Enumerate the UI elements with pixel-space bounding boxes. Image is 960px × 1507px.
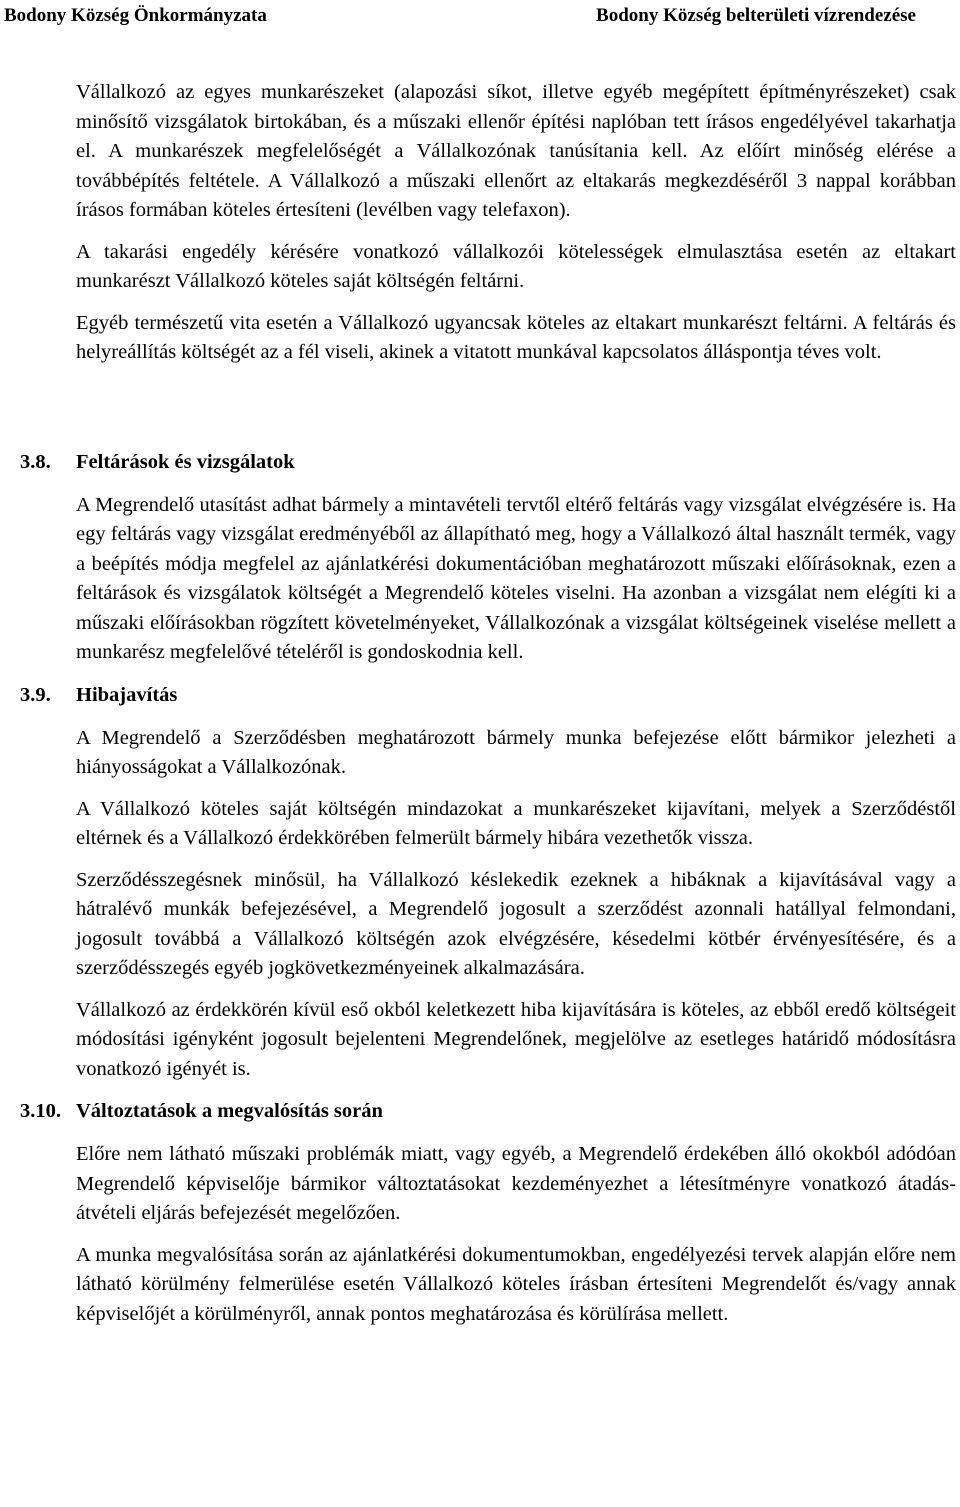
section-heading-3-8 [20,447,900,477]
header-project-title: Bodony Község belterületi vízrendezése [596,5,916,26]
section-title: Változtatások a megvalósítás során [76,1100,383,1122]
paragraph: Szerződésszegésnek minősül, ha Vállalkozó késlekedik ezeknek a hibáknak a kijavításával vagy a hátralévő munkák befejezésével, a Megrendelő jogosult a szerződést azonnali hatállyal felmondani, jogosult továbbá a Vállalkozó költségén azok elvégzésére, késedelmi kötbér érvényesítésére, és a szerződésszegés egyéb jogkövetkezményeinek alkalmazására. [76,868,956,979]
paragraph: A Megrendelő a Szerződésben meghatározott bármely munka befejezése előtt bármikor jelezheti a hiányosságokat a Vállalkozónak. [76,726,956,778]
section-number: 3.8. [20,450,51,473]
paragraph: A munka megvalósítása során az ajánlatkérési dokumentumokban, engedélyezési tervek alapján előre nem látható körülmény felmerülése esetén Vállalkozó köteles írásban értesíteni Megrendelőt és/vagy annak képviselőjét a körülményről, annak pontos meghatározása és körülírása mellett. [76,1243,956,1325]
paragraph: Előre nem látható műszaki problémák miatt, vagy egyéb, a Megrendelő érdekében álló okokból adódóan Megrendelő képviselője bármikor változtatásokat kezdeményezhet a létesítményre vonatkozó átadás-átvételi eljárás befejezését megelőzően. [76,1143,956,1224]
paragraph: A Megrendelő utasítást adhat bármely a mintavételi tervtől eltérő feltárás vagy vizsgálat elvégzésére is. Ha egy feltárás vagy vizsgálat eredményéből az állapítható meg, hogy a Vállalkozó által használt termék, vagy a beépítés módja megfelel az ajánlatkérési dokumentációban meghatározott műszaki előírásoknak, ezen a feltárások és vizsgálatok költségét a Megrendelő köteles viselni. Ha azonban a vizsgálat nem elégíti ki a műszaki előírásokban rögzített követelményeket, Vállalkozónak a vizsgálat költségeinek viselése mellett a munkarész megfelelővé tételéről is gondoskodnia kell. [76,493,956,663]
paragraph: Egyéb természetű vita esetén a Vállalkozó ugyancsak köteles az eltakart munkarészt feltárni. A feltárás és helyreállítás költségét az a fél viseli, akinek a vitatott munkával kapcsolatos álláspontja téves volt. [76,311,956,363]
section-number: 3.10. [20,1100,61,1122]
paragraph: A takarási engedély kérésére vonatkozó vállalkozói kötelességek elmulasztása esetén az eltakart munkarészt Vállalkozó köteles saját költségén feltárni. [76,240,956,292]
section-number: 3.9. [20,683,51,706]
section-title: Feltárások és vizsgálatok [76,450,295,473]
section-title: Hibajavítás [76,683,178,706]
document-body [20,78,956,1329]
header-organization: Bodony Község Önkormányzata [4,5,267,26]
section-heading-3-9 [20,680,900,710]
paragraph: A Vállalkozó köteles saját költségén mindazokat a munkarészeket kijavítani, melyek a Szerződéstől eltérnek és a Vállalkozó érdekkörében felmerült bármely hibára vezethetők vissza. [76,797,956,849]
paragraph: Vállalkozó az érdekkörén kívül eső okból keletkezett hiba kijavítására is köteles, az ebből eredő költségeit módosítási igényként jogosult bejelenteni Megrendelőnek, megjelölve az esetleges határidő módosításra vonatkozó igényét is. [76,998,956,1080]
page-header [0,0,960,36]
paragraph: Vállalkozó az egyes munkarészeket (alapozási síkot, illetve egyéb megépített építményrészeket) csak minősítő vizsgálatok birtokában, és a műszaki ellenőr építési naplóban tett írásos engedélyével takarhatja el. A munkarészek megfelelőségét a Vállalkozónak tanúsítania kell. Az előírt minőség elérése a továbbépítés feltétele. A Vállalkozó a műszaki ellenőrt az eltakarás megkezdéséről 3 nappal korábban írásos formában köteles értesíteni (levélben vagy telefaxon). [76,81,956,221]
section-heading-3-10 [20,1096,900,1126]
